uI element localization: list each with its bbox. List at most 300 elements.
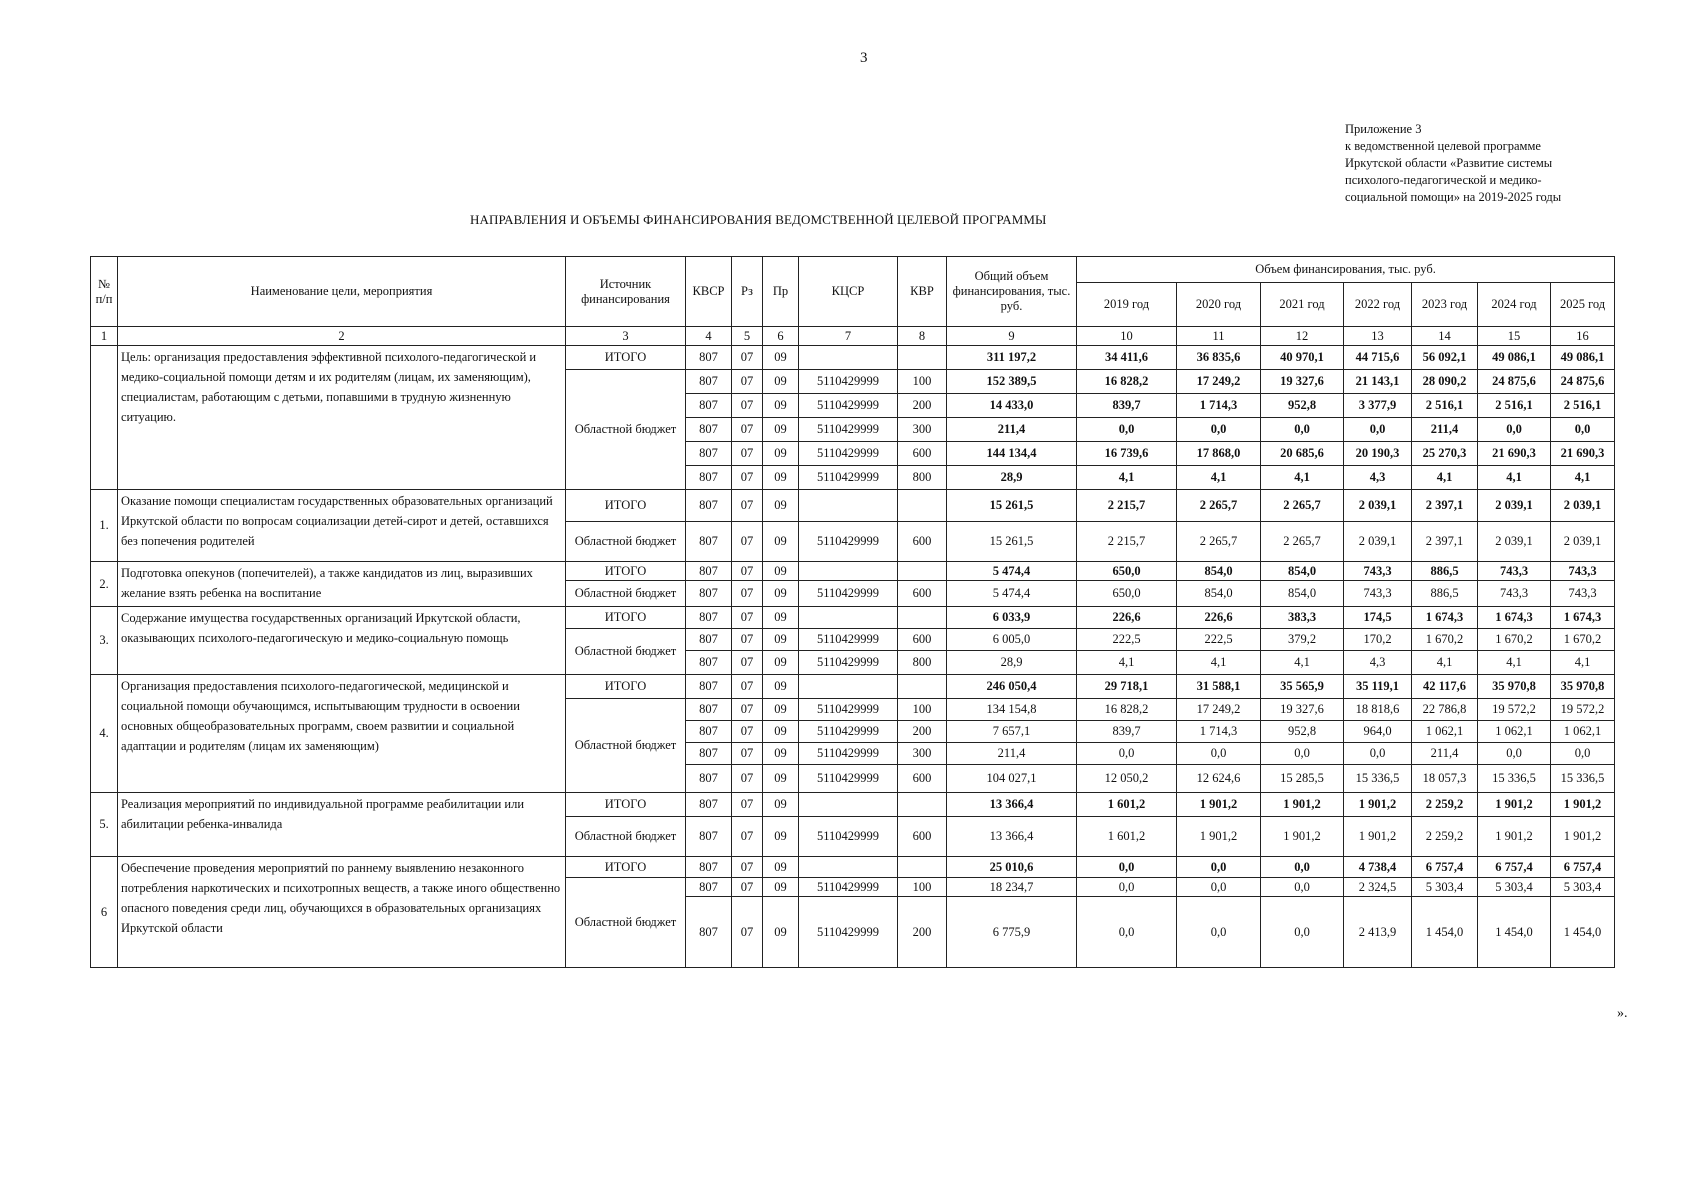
cell-year-value: 1 454,0 bbox=[1412, 897, 1478, 968]
cell-year-value: 1 670,2 bbox=[1551, 629, 1615, 651]
financing-table-body bbox=[91, 346, 1615, 968]
cell-kvsr: 807 bbox=[686, 490, 732, 522]
cell-year-value: 170,2 bbox=[1344, 629, 1412, 651]
cell-kcsr: 5110429999 bbox=[799, 466, 898, 490]
cell-year-value: 1 062,1 bbox=[1478, 721, 1551, 743]
cell-year-value: 0,0 bbox=[1177, 857, 1261, 878]
cell-year-value: 19 572,2 bbox=[1478, 699, 1551, 721]
cell-year-value: 18 818,6 bbox=[1344, 699, 1412, 721]
header-name: Наименование цели, мероприятия bbox=[118, 257, 566, 327]
cell-year-value: 12 624,6 bbox=[1177, 765, 1261, 793]
cell-year-value: 17 249,2 bbox=[1177, 699, 1261, 721]
cell-kvr: 300 bbox=[898, 418, 947, 442]
cell-kcsr: 5110429999 bbox=[799, 522, 898, 562]
cell-year-value: 226,6 bbox=[1077, 607, 1177, 629]
cell-kcsr: 5110429999 bbox=[799, 394, 898, 418]
cell-kcsr: 5110429999 bbox=[799, 418, 898, 442]
cell-year-value: 0,0 bbox=[1177, 743, 1261, 765]
cell-year-value: 211,4 bbox=[1412, 743, 1478, 765]
cell-year-value: 650,0 bbox=[1077, 562, 1177, 581]
cell-kvsr: 807 bbox=[686, 418, 732, 442]
cell-kvsr: 807 bbox=[686, 878, 732, 897]
cell-kvr: 600 bbox=[898, 629, 947, 651]
cell-kvsr: 807 bbox=[686, 522, 732, 562]
cell-year-value: 25 270,3 bbox=[1412, 442, 1478, 466]
cell-year-value: 1 062,1 bbox=[1412, 721, 1478, 743]
cell-year-value: 5 303,4 bbox=[1412, 878, 1478, 897]
cell-kcsr: 5110429999 bbox=[799, 370, 898, 394]
cell-year-value: 4,3 bbox=[1344, 651, 1412, 675]
cell-year-value: 1 901,2 bbox=[1551, 793, 1615, 817]
cell-kvsr: 807 bbox=[686, 466, 732, 490]
cell-year-value: 0,0 bbox=[1077, 878, 1177, 897]
cell-year-value: 743,3 bbox=[1478, 581, 1551, 607]
header-year: 2023 год bbox=[1412, 283, 1478, 327]
cell-year-value: 1 601,2 bbox=[1077, 793, 1177, 817]
col-number: 13 bbox=[1344, 327, 1412, 346]
source-budget: Областной бюджет bbox=[566, 522, 686, 562]
cell-pr: 09 bbox=[763, 394, 799, 418]
cell-year-value: 6 757,4 bbox=[1551, 857, 1615, 878]
cell-year-value: 0,0 bbox=[1077, 418, 1177, 442]
cell-year-value: 4,1 bbox=[1551, 466, 1615, 490]
cell-year-value: 0,0 bbox=[1177, 418, 1261, 442]
cell-year-value: 20 190,3 bbox=[1344, 442, 1412, 466]
appendix-line: психолого-педагогической и медико- bbox=[1345, 173, 1542, 187]
cell-year-value: 1 901,2 bbox=[1478, 793, 1551, 817]
item-name: Содержание имущества государственных организаций Иркутской области, оказывающих психолого-педагогическую и медико-социальную помощь bbox=[118, 607, 566, 675]
item-number: 5. bbox=[91, 793, 118, 857]
cell-kvsr: 807 bbox=[686, 581, 732, 607]
cell-total: 13 366,4 bbox=[947, 793, 1077, 817]
col-number: 15 bbox=[1478, 327, 1551, 346]
cell-kcsr bbox=[799, 857, 898, 878]
cell-kvsr: 807 bbox=[686, 562, 732, 581]
cell-pr: 09 bbox=[763, 418, 799, 442]
cell-kvr bbox=[898, 490, 947, 522]
source-total: ИТОГО bbox=[566, 793, 686, 817]
cell-year-value: 16 828,2 bbox=[1077, 370, 1177, 394]
cell-year-value: 854,0 bbox=[1261, 562, 1344, 581]
cell-year-value: 2 039,1 bbox=[1551, 522, 1615, 562]
cell-kvr: 600 bbox=[898, 817, 947, 857]
cell-year-value: 2 215,7 bbox=[1077, 490, 1177, 522]
cell-year-value: 952,8 bbox=[1261, 394, 1344, 418]
cell-rz: 07 bbox=[732, 466, 763, 490]
cell-year-value: 4,1 bbox=[1551, 651, 1615, 675]
cell-total: 6 005,0 bbox=[947, 629, 1077, 651]
cell-total: 28,9 bbox=[947, 466, 1077, 490]
cell-kvsr: 807 bbox=[686, 699, 732, 721]
cell-year-value: 15 336,5 bbox=[1551, 765, 1615, 793]
cell-year-value: 2 039,1 bbox=[1344, 490, 1412, 522]
cell-year-value: 24 875,6 bbox=[1551, 370, 1615, 394]
table-row-total bbox=[91, 857, 1615, 878]
cell-year-value: 12 050,2 bbox=[1077, 765, 1177, 793]
cell-year-value: 2 039,1 bbox=[1551, 490, 1615, 522]
cell-kcsr: 5110429999 bbox=[799, 721, 898, 743]
cell-year-value: 2 324,5 bbox=[1344, 878, 1412, 897]
cell-year-value: 4,1 bbox=[1412, 651, 1478, 675]
cell-year-value: 1 670,2 bbox=[1412, 629, 1478, 651]
cell-year-value: 5 303,4 bbox=[1551, 878, 1615, 897]
cell-rz: 07 bbox=[732, 675, 763, 699]
cell-year-value: 4,1 bbox=[1261, 466, 1344, 490]
cell-year-value: 21 143,1 bbox=[1344, 370, 1412, 394]
source-total: ИТОГО bbox=[566, 562, 686, 581]
cell-pr: 09 bbox=[763, 651, 799, 675]
cell-kvsr: 807 bbox=[686, 629, 732, 651]
cell-year-value: 4,3 bbox=[1344, 466, 1412, 490]
cell-kvr: 200 bbox=[898, 897, 947, 968]
cell-year-value: 1 601,2 bbox=[1077, 817, 1177, 857]
cell-total: 6 033,9 bbox=[947, 607, 1077, 629]
cell-year-value: 0,0 bbox=[1261, 857, 1344, 878]
cell-year-value: 29 718,1 bbox=[1077, 675, 1177, 699]
table-row-total bbox=[91, 675, 1615, 699]
cell-year-value: 2 265,7 bbox=[1177, 522, 1261, 562]
col-number: 8 bbox=[898, 327, 947, 346]
col-number: 10 bbox=[1077, 327, 1177, 346]
cell-rz: 07 bbox=[732, 370, 763, 394]
cell-year-value: 743,3 bbox=[1344, 562, 1412, 581]
cell-total: 25 010,6 bbox=[947, 857, 1077, 878]
header-rz: Рз bbox=[732, 257, 763, 327]
cell-kvr: 800 bbox=[898, 651, 947, 675]
cell-year-value: 743,3 bbox=[1551, 562, 1615, 581]
header-funding: Объем финансирования, тыс. руб. bbox=[1077, 257, 1615, 283]
cell-year-value: 49 086,1 bbox=[1478, 346, 1551, 370]
cell-total: 144 134,4 bbox=[947, 442, 1077, 466]
cell-rz: 07 bbox=[732, 418, 763, 442]
cell-kcsr bbox=[799, 490, 898, 522]
cell-year-value: 20 685,6 bbox=[1261, 442, 1344, 466]
cell-pr: 09 bbox=[763, 607, 799, 629]
cell-total: 5 474,4 bbox=[947, 581, 1077, 607]
cell-year-value: 4,1 bbox=[1177, 651, 1261, 675]
cell-year-value: 2 039,1 bbox=[1478, 522, 1551, 562]
col-number: 4 bbox=[686, 327, 732, 346]
cell-year-value: 1 674,3 bbox=[1478, 607, 1551, 629]
source-total: ИТОГО bbox=[566, 607, 686, 629]
cell-year-value: 49 086,1 bbox=[1551, 346, 1615, 370]
cell-year-value: 0,0 bbox=[1478, 418, 1551, 442]
cell-kcsr: 5110429999 bbox=[799, 878, 898, 897]
cell-year-value: 2 397,1 bbox=[1412, 490, 1478, 522]
header-year: 2024 год bbox=[1478, 283, 1551, 327]
cell-year-value: 2 259,2 bbox=[1412, 793, 1478, 817]
cell-year-value: 854,0 bbox=[1177, 581, 1261, 607]
cell-kvr: 600 bbox=[898, 581, 947, 607]
cell-year-value: 31 588,1 bbox=[1177, 675, 1261, 699]
item-name: Подготовка опекунов (попечителей), а также кандидатов из лиц, выразивших желание взять ребенка на воспитание bbox=[118, 562, 566, 607]
cell-kcsr bbox=[799, 562, 898, 581]
col-number: 9 bbox=[947, 327, 1077, 346]
cell-kvsr: 807 bbox=[686, 370, 732, 394]
cell-kvr: 600 bbox=[898, 522, 947, 562]
cell-year-value: 743,3 bbox=[1344, 581, 1412, 607]
appendix-line: Приложение 3 bbox=[1345, 122, 1422, 136]
header-year: 2025 год bbox=[1551, 283, 1615, 327]
cell-year-value: 16 739,6 bbox=[1077, 442, 1177, 466]
cell-kvr bbox=[898, 607, 947, 629]
cell-year-value: 1 670,2 bbox=[1478, 629, 1551, 651]
cell-year-value: 15 336,5 bbox=[1344, 765, 1412, 793]
cell-kcsr: 5110429999 bbox=[799, 817, 898, 857]
cell-year-value: 854,0 bbox=[1261, 581, 1344, 607]
source-budget: Областной бюджет bbox=[566, 817, 686, 857]
cell-total: 211,4 bbox=[947, 418, 1077, 442]
cell-year-value: 2 259,2 bbox=[1412, 817, 1478, 857]
cell-year-value: 1 454,0 bbox=[1478, 897, 1551, 968]
col-number: 11 bbox=[1177, 327, 1261, 346]
cell-year-value: 1 062,1 bbox=[1551, 721, 1615, 743]
header-pr: Пр bbox=[763, 257, 799, 327]
cell-year-value: 4,1 bbox=[1077, 466, 1177, 490]
cell-year-value: 2 039,1 bbox=[1344, 522, 1412, 562]
cell-year-value: 650,0 bbox=[1077, 581, 1177, 607]
column-numbers-row bbox=[91, 327, 1615, 346]
cell-year-value: 21 690,3 bbox=[1478, 442, 1551, 466]
cell-year-value: 2 215,7 bbox=[1077, 522, 1177, 562]
cell-kvr: 600 bbox=[898, 765, 947, 793]
cell-pr: 09 bbox=[763, 743, 799, 765]
cell-year-value: 17 249,2 bbox=[1177, 370, 1261, 394]
cell-rz: 07 bbox=[732, 765, 763, 793]
cell-year-value: 1 901,2 bbox=[1261, 817, 1344, 857]
cell-kcsr bbox=[799, 607, 898, 629]
col-number: 12 bbox=[1261, 327, 1344, 346]
cell-year-value: 4,1 bbox=[1177, 466, 1261, 490]
cell-kvr: 100 bbox=[898, 878, 947, 897]
cell-kvsr: 807 bbox=[686, 743, 732, 765]
cell-pr: 09 bbox=[763, 522, 799, 562]
header-num: № п/п bbox=[91, 257, 118, 327]
cell-year-value: 1 901,2 bbox=[1551, 817, 1615, 857]
appendix-line: социальной помощи» на 2019-2025 годы bbox=[1345, 190, 1562, 204]
cell-kvr bbox=[898, 857, 947, 878]
cell-kvsr: 807 bbox=[686, 651, 732, 675]
cell-kvr: 200 bbox=[898, 394, 947, 418]
cell-year-value: 211,4 bbox=[1412, 418, 1478, 442]
appendix-note bbox=[1345, 121, 1645, 206]
cell-year-value: 35 970,8 bbox=[1478, 675, 1551, 699]
cell-year-value: 0,0 bbox=[1177, 878, 1261, 897]
cell-rz: 07 bbox=[732, 743, 763, 765]
cell-rz: 07 bbox=[732, 721, 763, 743]
cell-kvsr: 807 bbox=[686, 394, 732, 418]
cell-kcsr: 5110429999 bbox=[799, 699, 898, 721]
source-budget: Областной бюджет bbox=[566, 629, 686, 675]
cell-year-value: 0,0 bbox=[1177, 897, 1261, 968]
cell-kvr: 100 bbox=[898, 699, 947, 721]
item-name: Организация предоставления психолого-педагогической, медицинской и социальной помощи обучающимся, испытывающим трудности в освоении основных общеобразовательных программ, своем развитии и социальной адаптации и родителям (лицам их заменяющим) bbox=[118, 675, 566, 793]
cell-year-value: 2 516,1 bbox=[1412, 394, 1478, 418]
cell-kvr: 800 bbox=[898, 466, 947, 490]
cell-rz: 07 bbox=[732, 817, 763, 857]
cell-year-value: 42 117,6 bbox=[1412, 675, 1478, 699]
cell-pr: 09 bbox=[763, 878, 799, 897]
cell-rz: 07 bbox=[732, 607, 763, 629]
item-number: 2. bbox=[91, 562, 118, 607]
cell-kvsr: 807 bbox=[686, 817, 732, 857]
cell-year-value: 5 303,4 bbox=[1478, 878, 1551, 897]
cell-year-value: 44 715,6 bbox=[1344, 346, 1412, 370]
cell-year-value: 4,1 bbox=[1412, 466, 1478, 490]
item-number bbox=[91, 346, 118, 490]
cell-year-value: 226,6 bbox=[1177, 607, 1261, 629]
cell-total: 7 657,1 bbox=[947, 721, 1077, 743]
cell-year-value: 0,0 bbox=[1478, 743, 1551, 765]
cell-year-value: 0,0 bbox=[1261, 418, 1344, 442]
cell-rz: 07 bbox=[732, 522, 763, 562]
cell-kcsr: 5110429999 bbox=[799, 743, 898, 765]
cell-rz: 07 bbox=[732, 897, 763, 968]
cell-year-value: 1 714,3 bbox=[1177, 394, 1261, 418]
cell-total: 246 050,4 bbox=[947, 675, 1077, 699]
cell-year-value: 0,0 bbox=[1077, 897, 1177, 968]
page-number: 3 bbox=[860, 50, 868, 66]
cell-year-value: 4,1 bbox=[1261, 651, 1344, 675]
cell-year-value: 28 090,2 bbox=[1412, 370, 1478, 394]
cell-year-value: 4,1 bbox=[1478, 651, 1551, 675]
cell-total: 152 389,5 bbox=[947, 370, 1077, 394]
header-year: 2022 год bbox=[1344, 283, 1412, 327]
cell-kvsr: 807 bbox=[686, 721, 732, 743]
cell-total: 104 027,1 bbox=[947, 765, 1077, 793]
cell-pr: 09 bbox=[763, 721, 799, 743]
cell-year-value: 1 901,2 bbox=[1478, 817, 1551, 857]
cell-year-value: 379,2 bbox=[1261, 629, 1344, 651]
cell-rz: 07 bbox=[732, 699, 763, 721]
cell-year-value: 35 970,8 bbox=[1551, 675, 1615, 699]
source-total: ИТОГО bbox=[566, 346, 686, 370]
cell-year-value: 36 835,6 bbox=[1177, 346, 1261, 370]
cell-year-value: 19 327,6 bbox=[1261, 370, 1344, 394]
cell-rz: 07 bbox=[732, 793, 763, 817]
cell-kcsr: 5110429999 bbox=[799, 897, 898, 968]
col-number: 7 bbox=[799, 327, 898, 346]
cell-rz: 07 bbox=[732, 442, 763, 466]
cell-kvsr: 807 bbox=[686, 793, 732, 817]
cell-year-value: 0,0 bbox=[1551, 743, 1615, 765]
header-total: Общий объем финансирования, тыс. руб. bbox=[947, 257, 1077, 327]
cell-total: 211,4 bbox=[947, 743, 1077, 765]
cell-pr: 09 bbox=[763, 675, 799, 699]
cell-year-value: 383,3 bbox=[1261, 607, 1344, 629]
cell-pr: 09 bbox=[763, 897, 799, 968]
cell-year-value: 952,8 bbox=[1261, 721, 1344, 743]
cell-kcsr bbox=[799, 346, 898, 370]
cell-year-value: 0,0 bbox=[1077, 743, 1177, 765]
cell-kvsr: 807 bbox=[686, 675, 732, 699]
cell-kvr: 200 bbox=[898, 721, 947, 743]
table-row-total bbox=[91, 562, 1615, 581]
cell-year-value: 0,0 bbox=[1077, 857, 1177, 878]
cell-total: 13 366,4 bbox=[947, 817, 1077, 857]
cell-pr: 09 bbox=[763, 699, 799, 721]
cell-pr: 09 bbox=[763, 370, 799, 394]
cell-year-value: 2 413,9 bbox=[1344, 897, 1412, 968]
col-number: 3 bbox=[566, 327, 686, 346]
cell-pr: 09 bbox=[763, 857, 799, 878]
item-name: Реализация мероприятий по индивидуальной программе реабилитации или абилитации ребенка-инвалида bbox=[118, 793, 566, 857]
cell-pr: 09 bbox=[763, 765, 799, 793]
cell-pr: 09 bbox=[763, 562, 799, 581]
cell-year-value: 4,1 bbox=[1478, 466, 1551, 490]
cell-pr: 09 bbox=[763, 490, 799, 522]
cell-year-value: 854,0 bbox=[1177, 562, 1261, 581]
source-budget: Областной бюджет bbox=[566, 581, 686, 607]
cell-year-value: 2 265,7 bbox=[1177, 490, 1261, 522]
cell-kcsr: 5110429999 bbox=[799, 581, 898, 607]
header-kvsr: КВСР bbox=[686, 257, 732, 327]
cell-pr: 09 bbox=[763, 793, 799, 817]
cell-kvr: 300 bbox=[898, 743, 947, 765]
cell-year-value: 19 572,2 bbox=[1551, 699, 1615, 721]
source-budget: Областной бюджет bbox=[566, 699, 686, 793]
cell-rz: 07 bbox=[732, 857, 763, 878]
cell-pr: 09 bbox=[763, 817, 799, 857]
cell-year-value: 839,7 bbox=[1077, 394, 1177, 418]
cell-pr: 09 bbox=[763, 442, 799, 466]
item-number: 3. bbox=[91, 607, 118, 675]
col-number: 16 bbox=[1551, 327, 1615, 346]
cell-year-value: 15 336,5 bbox=[1478, 765, 1551, 793]
cell-year-value: 222,5 bbox=[1077, 629, 1177, 651]
financing-table bbox=[90, 256, 1615, 968]
cell-rz: 07 bbox=[732, 878, 763, 897]
col-number: 5 bbox=[732, 327, 763, 346]
cell-kvr bbox=[898, 793, 947, 817]
col-number: 14 bbox=[1412, 327, 1478, 346]
item-number: 6 bbox=[91, 857, 118, 968]
cell-rz: 07 bbox=[732, 651, 763, 675]
cell-year-value: 964,0 bbox=[1344, 721, 1412, 743]
cell-rz: 07 bbox=[732, 490, 763, 522]
source-total: ИТОГО bbox=[566, 857, 686, 878]
cell-year-value: 4 738,4 bbox=[1344, 857, 1412, 878]
appendix-line: к ведомственной целевой программе bbox=[1345, 139, 1541, 153]
cell-year-value: 3 377,9 bbox=[1344, 394, 1412, 418]
cell-year-value: 2 039,1 bbox=[1478, 490, 1551, 522]
cell-kvr: 600 bbox=[898, 442, 947, 466]
cell-year-value: 18 057,3 bbox=[1412, 765, 1478, 793]
table-row-total bbox=[91, 346, 1615, 370]
cell-year-value: 6 757,4 bbox=[1478, 857, 1551, 878]
cell-year-value: 886,5 bbox=[1412, 562, 1478, 581]
cell-year-value: 2 265,7 bbox=[1261, 522, 1344, 562]
cell-kvsr: 807 bbox=[686, 897, 732, 968]
cell-year-value: 24 875,6 bbox=[1478, 370, 1551, 394]
cell-year-value: 839,7 bbox=[1077, 721, 1177, 743]
cell-year-value: 35 565,9 bbox=[1261, 675, 1344, 699]
header-kvr: КВР bbox=[898, 257, 947, 327]
cell-pr: 09 bbox=[763, 346, 799, 370]
cell-year-value: 743,3 bbox=[1478, 562, 1551, 581]
appendix-line: Иркутской области «Развитие системы bbox=[1345, 156, 1553, 170]
document-title: НАПРАВЛЕНИЯ И ОБЪЕМЫ ФИНАНСИРОВАНИЯ ВЕДОМСТВЕННОЙ ЦЕЛЕВОЙ ПРОГРАММЫ bbox=[470, 212, 1047, 227]
cell-year-value: 21 690,3 bbox=[1551, 442, 1615, 466]
col-number: 2 bbox=[118, 327, 566, 346]
header-year: 2020 год bbox=[1177, 283, 1261, 327]
cell-total: 134 154,8 bbox=[947, 699, 1077, 721]
cell-rz: 07 bbox=[732, 562, 763, 581]
cell-year-value: 1 901,2 bbox=[1177, 793, 1261, 817]
cell-year-value: 15 285,5 bbox=[1261, 765, 1344, 793]
cell-year-value: 6 757,4 bbox=[1412, 857, 1478, 878]
cell-rz: 07 bbox=[732, 629, 763, 651]
